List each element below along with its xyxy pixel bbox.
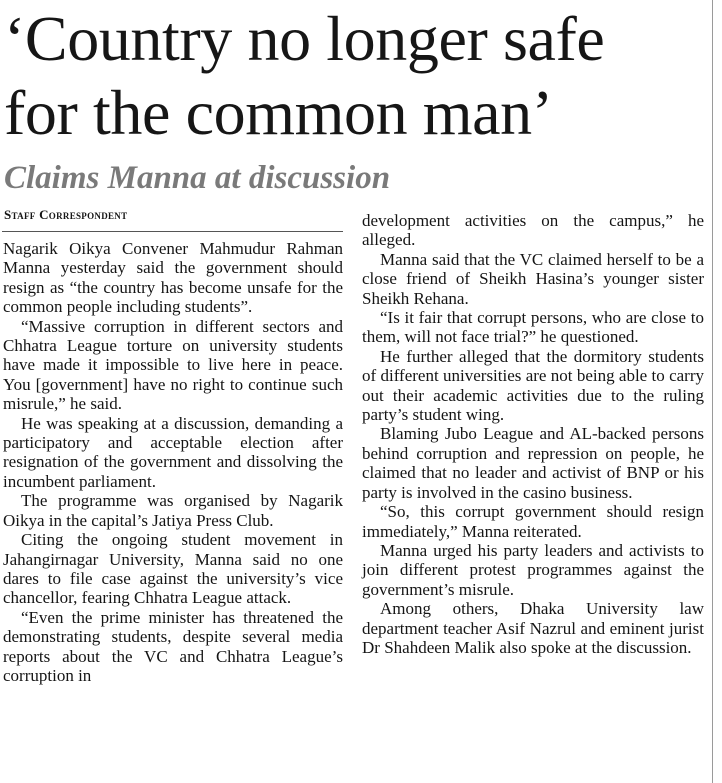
paragraph-continued: development activities on the campus,” he alleged. [362,211,704,250]
headline [4,2,704,150]
subheadline: Claims Manna at discussion [4,160,391,196]
paragraph: Nagarik Oikya Convener Mahmudur Rahman Manna yesterday said the government should resign as “the country has become unsafe for the common people including students”. [3,239,343,317]
headline-line-1: ‘Country no longer safe [4,3,605,74]
paragraph: The programme was organised by Nagarik Oikya in the capital’s Jatiya Press Club. [3,491,343,530]
headline-line-2: for the common man’ [4,77,553,148]
paragraph: He was speaking at a discussion, demanding a participatory and acceptable election after resignation of the government and dissolving the incumbent parliament. [3,413,343,491]
paragraph: “Is it fair that corrupt persons, who are close to them, will not face trial?” he questioned. [362,308,704,347]
paragraph: “Massive corruption in different sectors and Chhatra League torture on university students have made it impossible to live here in peace. You [government] have no right to continue such misrule,” he said. [3,316,343,414]
paragraph: Manna said that the VC claimed herself to be a close friend of Sheikh Hasina’s younger sister Sheikh Rehana. [362,249,704,308]
byline: Staff Correspondent [4,207,128,222]
byline-divider [2,231,343,232]
article-column-2 [362,211,704,657]
paragraph: He further alleged that the dormitory students of different universities are not being able to carry out their academic activities due to the ruling party’s student wing. [362,346,704,425]
paragraph: Citing the ongoing student movement in Jahangirnagar University, Manna said no one dares to file case against the university’s vice chancellor, fearing Chhatra League attack. [3,530,343,608]
column-divider [712,0,713,783]
paragraph: “Even the prime minister has threatened the demonstrating students, despite several media reports about the VC and Chhatra League’s corruption in [3,607,343,685]
paragraph: Among others, Dhaka University law department teacher Asif Nazrul and eminent jurist Dr Shahdeen Malik also spoke at the discussion. [362,599,704,657]
article-column-1 [3,239,343,685]
paragraph: Manna urged his party leaders and activists to join different protest programmes against the government’s misrule. [362,540,704,599]
paragraph: Blaming Jubo League and AL-backed persons behind corruption and repression on people, he claimed that no leader and activist of BNP or his party is involved in the casino business. [362,424,704,502]
paragraph: “So, this corrupt government should resign immediately,” Manna reiterated. [362,502,704,541]
